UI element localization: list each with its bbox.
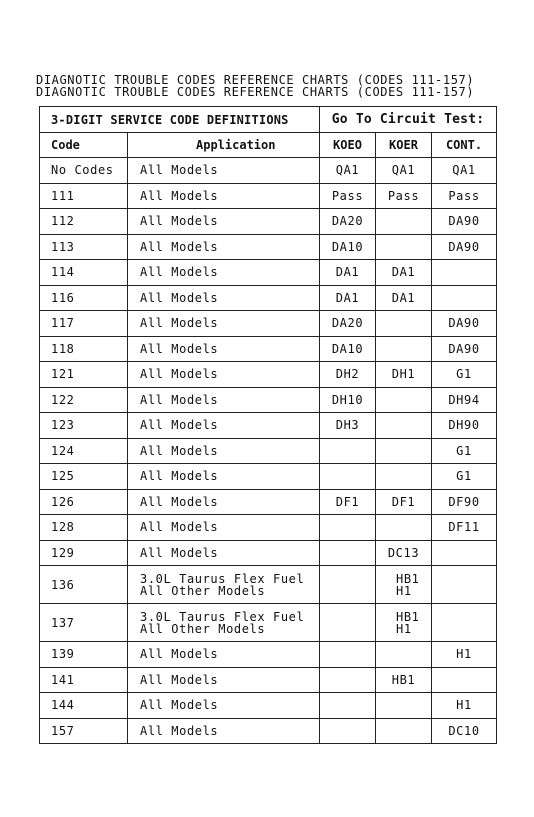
cell-cont: G1 [432,438,497,464]
application-line: All Models [140,290,219,305]
table-row [40,413,497,439]
cell-koeo: QA1 [320,158,376,184]
service-code-table [39,106,497,744]
cell-koer [376,667,432,693]
page-title-repeat: DIAGNOTIC TROUBLE CODES REFERENCE CHARTS (CODES 111-157) [36,85,475,99]
koer-line: HB1 [391,672,416,687]
cell-cont: DA90 [432,234,497,260]
cell-cont: DA90 [432,311,497,337]
cell-koeo [320,438,376,464]
application-line: All Models [140,647,219,662]
cell-cont [432,285,497,311]
cell-application [128,566,320,604]
application-line: All Models [140,265,219,280]
application-line: All Models [140,163,219,178]
table-row [40,311,497,337]
cell-koeo [320,515,376,541]
cell-application [128,413,320,439]
cell-koer [376,183,432,209]
column-header-cont: CONT. [432,133,497,158]
application-line: All Models [140,469,219,484]
cell-koer [376,158,432,184]
cell-application [128,285,320,311]
cell-application [128,336,320,362]
cell-koeo: DH2 [320,362,376,388]
table-row [40,642,497,668]
koer-line: H1 [396,583,412,598]
table-row [40,285,497,311]
cell-cont [432,604,497,642]
cell-cont [432,566,497,604]
cell-koeo: DH10 [320,387,376,413]
application-line: All Models [140,341,219,356]
table-row [40,438,497,464]
application-line: All Models [140,443,219,458]
application-line: All Models [140,367,219,382]
application-line: All Models [140,545,219,560]
cell-koer [376,566,432,604]
cell-koeo: DH3 [320,413,376,439]
application-line: All Models [140,672,219,687]
cell-koer [376,515,432,541]
table-row [40,362,497,388]
cell-code: 112 [40,209,128,235]
cell-koer [376,336,432,362]
cell-koeo [320,642,376,668]
cell-application [128,362,320,388]
cell-koeo [320,667,376,693]
cell-code: 121 [40,362,128,388]
cell-application [128,667,320,693]
cell-application [128,183,320,209]
column-header-koer: KOER [376,133,432,158]
cell-koer [376,362,432,388]
table-body [40,158,497,744]
application-line: All Models [140,698,219,713]
application-line: All Models [140,494,219,509]
application-line: All Models [140,723,219,738]
cell-koer [376,234,432,260]
cell-code: 136 [40,566,128,604]
application-line: All Models [140,316,219,331]
cell-application [128,693,320,719]
cell-koer [376,387,432,413]
cell-code: 128 [40,515,128,541]
cell-cont: H1 [432,693,497,719]
cell-koeo [320,604,376,642]
cell-koeo: DA20 [320,209,376,235]
cell-application [128,209,320,235]
application-line: All Models [140,188,219,203]
cell-application [128,718,320,744]
cell-code: 157 [40,718,128,744]
table-header-row [40,107,497,133]
koer-line: HB1 [396,571,420,586]
cell-application [128,464,320,490]
cell-code: 137 [40,604,128,642]
cell-application [128,158,320,184]
cell-code: 117 [40,311,128,337]
cell-koer [376,285,432,311]
cell-cont: DH90 [432,413,497,439]
cell-code: 144 [40,693,128,719]
column-header-row [40,133,497,158]
koer-line: DF1 [391,494,416,509]
cell-koeo [320,693,376,719]
cell-code: 129 [40,540,128,566]
application-line: 3.0L Taurus Flex Fuel [140,571,305,586]
cell-cont: QA1 [432,158,497,184]
application-line: All Models [140,214,219,229]
cell-koer [376,464,432,490]
cell-cont: G1 [432,464,497,490]
table-row [40,336,497,362]
table-row [40,464,497,490]
cell-koeo: DA1 [320,285,376,311]
cell-koeo: DA1 [320,260,376,286]
table-row [40,515,497,541]
column-header-koeo: KOEO [320,133,376,158]
cell-application [128,515,320,541]
table-row [40,183,497,209]
koer-line: DA1 [391,265,416,280]
cell-koeo: DA10 [320,336,376,362]
cell-application [128,642,320,668]
cell-koer [376,604,432,642]
cell-cont: DH94 [432,387,497,413]
cell-cont: DA90 [432,336,497,362]
cell-cont: G1 [432,362,497,388]
cell-koer [376,489,432,515]
cell-cont: DC10 [432,718,497,744]
cell-application [128,540,320,566]
cell-code: 126 [40,489,128,515]
table-row [40,387,497,413]
cell-application [128,234,320,260]
application-line: All Models [140,239,219,254]
cell-koer [376,260,432,286]
cell-code: No Codes [40,158,128,184]
application-line: 3.0L Taurus Flex Fuel [140,609,305,624]
application-line: All Other Models [140,621,266,636]
cell-cont: DF90 [432,489,497,515]
cell-koeo: DA20 [320,311,376,337]
cell-application [128,604,320,642]
cell-koer [376,642,432,668]
cell-code: 118 [40,336,128,362]
table-row [40,260,497,286]
cell-application [128,387,320,413]
cell-koer [376,413,432,439]
cell-code: 139 [40,642,128,668]
cell-code: 113 [40,234,128,260]
column-header-code: Code [40,133,128,158]
koer-line: DH1 [391,367,416,382]
page-title: DIAGNOTIC TROUBLE CODES REFERENCE CHARTS (CODES 111-157) [36,73,475,87]
table-row [40,667,497,693]
table-row [40,566,497,604]
table-row [40,158,497,184]
cell-code: 116 [40,285,128,311]
table-row [40,540,497,566]
column-header-application: Application [128,133,320,158]
koer-line: HB1 [396,609,420,624]
koer-line: DC13 [387,545,420,560]
cell-code: 141 [40,667,128,693]
cell-koer [376,540,432,566]
cell-koeo [320,718,376,744]
cell-cont: H1 [432,642,497,668]
cell-cont: DA90 [432,209,497,235]
cell-koeo: DF1 [320,489,376,515]
cell-code: 122 [40,387,128,413]
cell-code: 123 [40,413,128,439]
table-row [40,209,497,235]
cell-application [128,489,320,515]
header-definitions: 3-DIGIT SERVICE CODE DEFINITIONS [40,107,320,133]
cell-code: 124 [40,438,128,464]
table-row [40,693,497,719]
application-line: All Other Models [140,583,266,598]
cell-application [128,311,320,337]
cell-koer [376,718,432,744]
cell-cont: DF11 [432,515,497,541]
application-line: All Models [140,520,219,535]
cell-code: 125 [40,464,128,490]
koer-line: QA1 [391,163,416,178]
header-circuit-test: Go To Circuit Test: [320,107,497,133]
cell-cont: Pass [432,183,497,209]
koer-line: Pass [387,188,420,203]
cell-koer [376,209,432,235]
koer-line: H1 [396,621,412,636]
cell-koeo: DA10 [320,234,376,260]
cell-cont [432,540,497,566]
table-row [40,604,497,642]
application-line: All Models [140,418,219,433]
cell-koer [376,311,432,337]
application-line: All Models [140,392,219,407]
table-row [40,489,497,515]
cell-koer [376,438,432,464]
cell-code: 114 [40,260,128,286]
cell-cont [432,260,497,286]
cell-cont [432,667,497,693]
cell-koer [376,693,432,719]
cell-koeo: Pass [320,183,376,209]
cell-koeo [320,540,376,566]
cell-koeo [320,566,376,604]
koer-line: DA1 [391,290,416,305]
cell-code: 111 [40,183,128,209]
table-row [40,718,497,744]
table-row [40,234,497,260]
cell-koeo [320,464,376,490]
cell-application [128,260,320,286]
cell-application [128,438,320,464]
